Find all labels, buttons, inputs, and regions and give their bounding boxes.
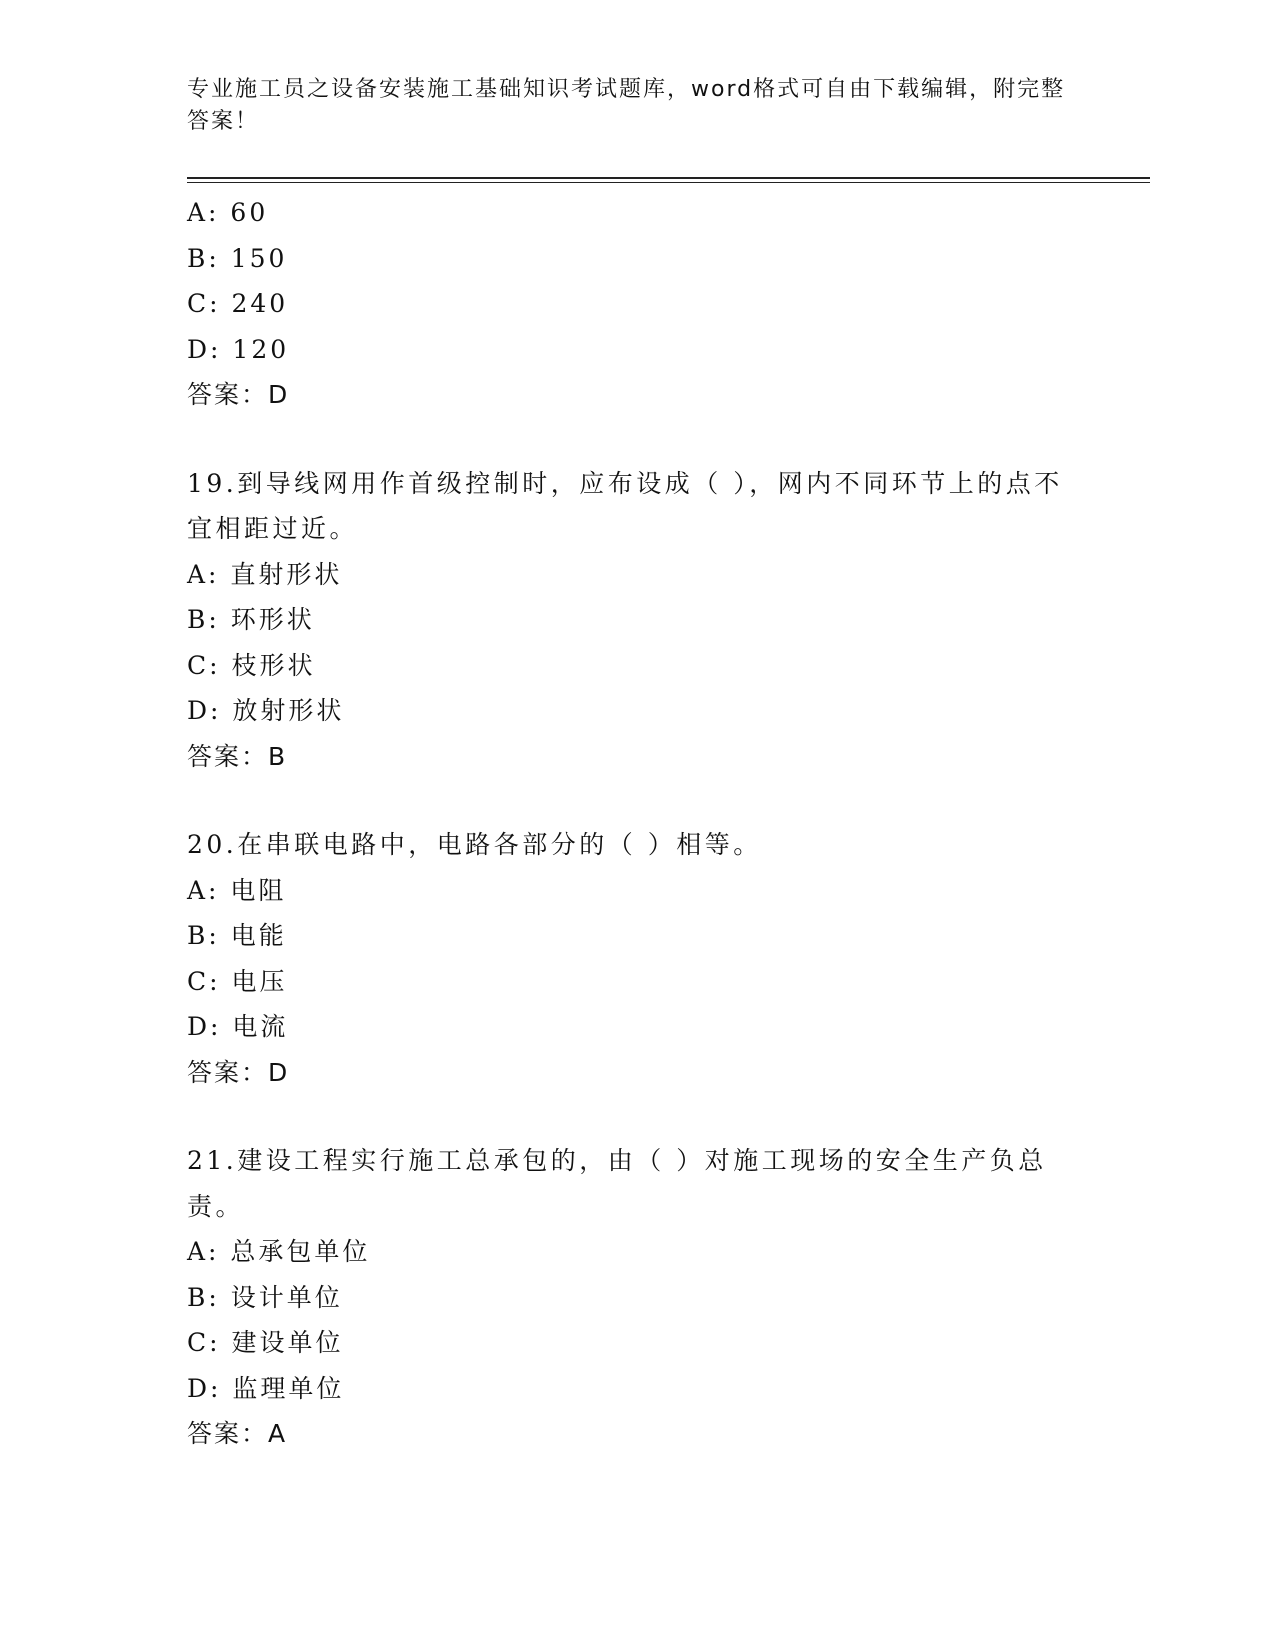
option-b: B: 设计单位 — [187, 1282, 343, 1312]
option-c: C: 建设单位 — [187, 1328, 344, 1357]
answer-line: 答案：D — [187, 380, 290, 409]
header-divider-thin — [187, 182, 1150, 183]
option-a: A: 总承包单位 — [187, 1237, 371, 1266]
question-19 — [187, 461, 1087, 780]
question-fragment — [187, 190, 1087, 418]
option-b: B: 电能 — [187, 921, 287, 950]
option-c: C: 枝形状 — [187, 650, 316, 680]
spacer — [187, 779, 1087, 822]
option-d: D: 放射形状 — [187, 696, 345, 725]
spacer — [187, 1095, 1087, 1138]
option-b: B: 环形状 — [187, 605, 315, 634]
question-21 — [187, 1138, 1087, 1457]
option-d: D: 电流 — [187, 1012, 289, 1041]
spacer — [187, 418, 1087, 461]
header-divider-thick — [187, 177, 1150, 179]
answer-line: 答案：B — [187, 741, 288, 771]
document-header: 专业施工员之设备安装施工基础知识考试题库，word格式可自由下载编辑，附完整答案！ — [187, 77, 1066, 134]
question-stem: 20.在串联电路中，电路各部分的（ ）相等。 — [187, 830, 762, 859]
question-list — [187, 190, 1087, 1457]
option-b: B: 150 — [187, 243, 288, 273]
option-d: D: 120 — [187, 334, 290, 364]
option-d: D: 监理单位 — [187, 1373, 345, 1403]
option-c: C: 电压 — [187, 966, 288, 996]
option-a: A: 电阻 — [187, 875, 287, 905]
question-20 — [187, 822, 1087, 1095]
answer-line: 答案：D — [187, 1057, 290, 1087]
answer-line: 答案：A — [187, 1419, 288, 1448]
option-c: C: 240 — [187, 289, 289, 318]
question-stem: 21.建设工程实行施工总承包的，由（ ）对施工现场的安全生产负总责。 — [187, 1146, 1047, 1221]
question-stem: 19.到导线网用作首级控制时，应布设成（ ），网内不同环节上的点不宜相距过近。 — [187, 468, 1063, 543]
option-a: A: 60 — [187, 198, 269, 227]
option-a: A: 直射形状 — [187, 559, 343, 589]
